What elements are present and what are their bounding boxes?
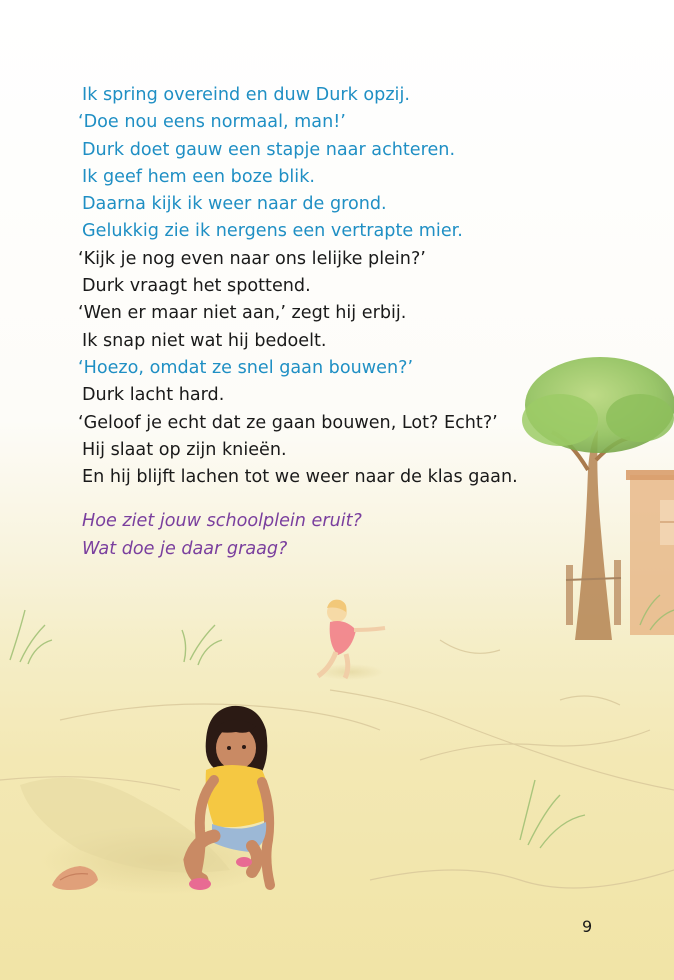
question-2: Wat doe je daar graag? (82, 538, 288, 559)
story-line-12: Durk lacht hard. (82, 385, 225, 406)
story-line-4: Ik geef hem een boze blik. (82, 166, 315, 187)
story-line-1: Ik spring overeind en duw Durk opzij. (82, 85, 410, 105)
story-line-14: Hij slaat op zijn knieën. (82, 439, 287, 460)
story-line-3: Durk doet gauw een stapje naar achteren. (82, 139, 456, 160)
story-line-5: Daarna kijk ik weer naar de grond. (82, 194, 387, 215)
girl-sitting (316, 600, 385, 680)
story-line-7: ‘Kijk je nog even naar ons lelijke plein?’ (78, 248, 426, 269)
question-1: Hoe ziet jouw schoolplein eruit? (82, 511, 362, 532)
story-line-2: ‘Doe nou eens normaal, man!’ (78, 112, 346, 133)
story-line-13: ‘Geloof je echt dat ze gaan bouwen, Lot? Echt?’ (78, 412, 498, 433)
story-line-11: ‘Hoezo, omdat ze snel gaan bouwen?’ (78, 357, 414, 378)
story-line-8: Durk vraagt het spottend. (82, 276, 311, 297)
story-line-15: En hij blijft lachen tot we weer naar de klas gaan. (82, 467, 518, 488)
story-line-10: Ik snap niet wat hij bedoelt. (82, 330, 327, 351)
reflection-questions (78, 508, 638, 563)
story-line-9: ‘Wen er maar niet aan,’ zegt hij erbij. (78, 303, 407, 324)
story-text (78, 82, 638, 563)
story-line-6: Gelukkig zie ik nergens een vertrapte mier. (82, 221, 463, 242)
page-number: 9 (582, 917, 593, 936)
